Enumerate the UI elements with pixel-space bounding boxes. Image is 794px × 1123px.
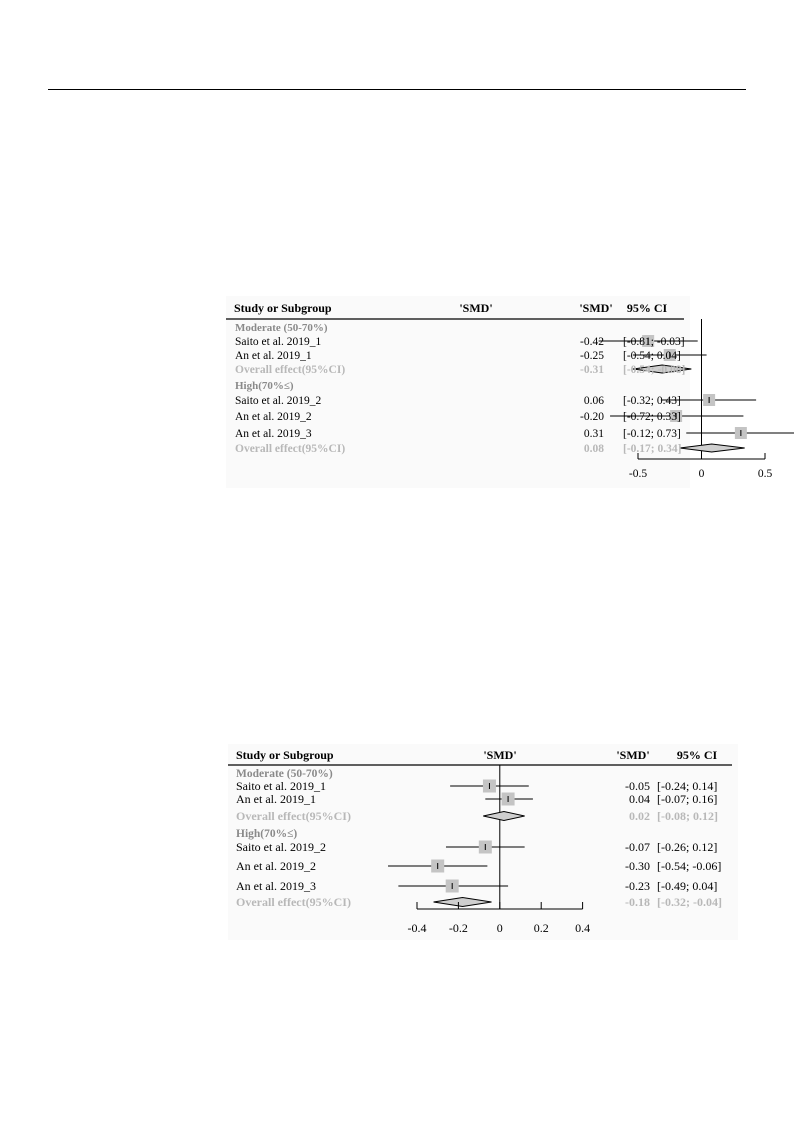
x-tick-label: 0	[496, 921, 503, 935]
x-tick-label: 0.4	[575, 921, 591, 935]
smd-value: 0.06	[583, 395, 604, 407]
overall-effect-label: Overall effect(95%CI)	[236, 809, 351, 823]
ci-value: [-0.17; 0.34]	[623, 443, 682, 455]
smd-value: 0.08	[583, 443, 604, 455]
study-label: An et al. 2019_3	[235, 428, 312, 440]
study-label: Saito et al. 2019_2	[235, 395, 322, 407]
ci-value: [-0.81; -0.03]	[623, 336, 685, 348]
ci-value: [-0.12; 0.73]	[623, 428, 681, 440]
smd-value: 0.31	[583, 428, 604, 440]
header-ci: 95% CI	[676, 748, 718, 762]
page-top-rule	[48, 89, 746, 90]
smd-value: -0.30	[625, 859, 650, 873]
overall-effect-label: Overall effect(95%CI)	[235, 364, 346, 376]
header-smd: 'SMD'	[579, 301, 613, 315]
study-label: An et al. 2019_2	[235, 411, 312, 423]
smd-value: -0.42	[580, 336, 604, 348]
x-tick-label: 0	[698, 468, 705, 480]
smd-value: -0.20	[580, 411, 604, 423]
x-tick-label: -0.2	[448, 921, 468, 935]
x-tick-label: 0.5	[757, 468, 773, 480]
header-smd: 'SMD'	[616, 748, 650, 762]
overall-effect-label: Overall effect(95%CI)	[235, 443, 346, 455]
header-study: Study or Subgroup	[236, 748, 334, 762]
ci-value: [-0.08; 0.12]	[657, 809, 718, 823]
subgroup-label: High(70%≤)	[236, 828, 298, 840]
header-ci: 95% CI	[626, 301, 668, 315]
study-label: An et al. 2019_3	[236, 879, 316, 893]
subgroup-label: High(70%≤)	[235, 380, 294, 392]
header-plot-label: 'SMD'	[459, 301, 493, 315]
study-label: Saito et al. 2019_2	[236, 840, 326, 854]
overall-effect-label: Overall effect(95%CI)	[236, 895, 351, 909]
study-label: An et al. 2019_1	[236, 792, 316, 806]
ci-value: [-0.32; -0.04]	[657, 895, 722, 909]
ci-value: [-0.72; 0.33]	[623, 411, 681, 423]
subgroup-label: Moderate (50-70%)	[236, 768, 333, 780]
ci-value: [-0.54; 0.04]	[623, 350, 681, 362]
forest-plot-1	[226, 296, 773, 488]
study-label: Saito et al. 2019_1	[235, 336, 322, 348]
header-study: Study or Subgroup	[234, 301, 332, 315]
forest-plot-2	[228, 744, 738, 940]
ci-value: [-0.07; 0.16]	[657, 792, 718, 806]
ci-value: [-0.54; -0.06]	[657, 859, 722, 873]
study-label: An et al. 2019_1	[235, 350, 312, 362]
smd-value: -0.25	[580, 350, 604, 362]
smd-value: 0.02	[629, 809, 650, 823]
smd-value: -0.05	[625, 779, 650, 793]
x-tick-label: 0.2	[533, 921, 549, 935]
smd-value: -0.07	[625, 840, 650, 854]
x-tick-label: -0.4	[407, 921, 427, 935]
study-label: Saito et al. 2019_1	[236, 779, 326, 793]
ci-value: [-0.26; 0.12]	[657, 840, 718, 854]
ci-value: [-0.54; -0.08]	[623, 364, 686, 376]
header-plot-label: 'SMD'	[483, 748, 517, 762]
smd-value: -0.31	[580, 364, 604, 376]
ci-value: [-0.24; 0.14]	[657, 779, 718, 793]
ci-value: [-0.49; 0.04]	[657, 879, 718, 893]
x-tick-label: -0.5	[628, 468, 648, 480]
smd-value: -0.23	[625, 879, 650, 893]
smd-value: -0.18	[625, 895, 650, 909]
subgroup-label: Moderate (50-70%)	[235, 322, 328, 334]
ci-value: [-0.32; 0.43]	[623, 395, 681, 407]
smd-value: 0.04	[629, 792, 650, 806]
study-label: An et al. 2019_2	[236, 859, 316, 873]
